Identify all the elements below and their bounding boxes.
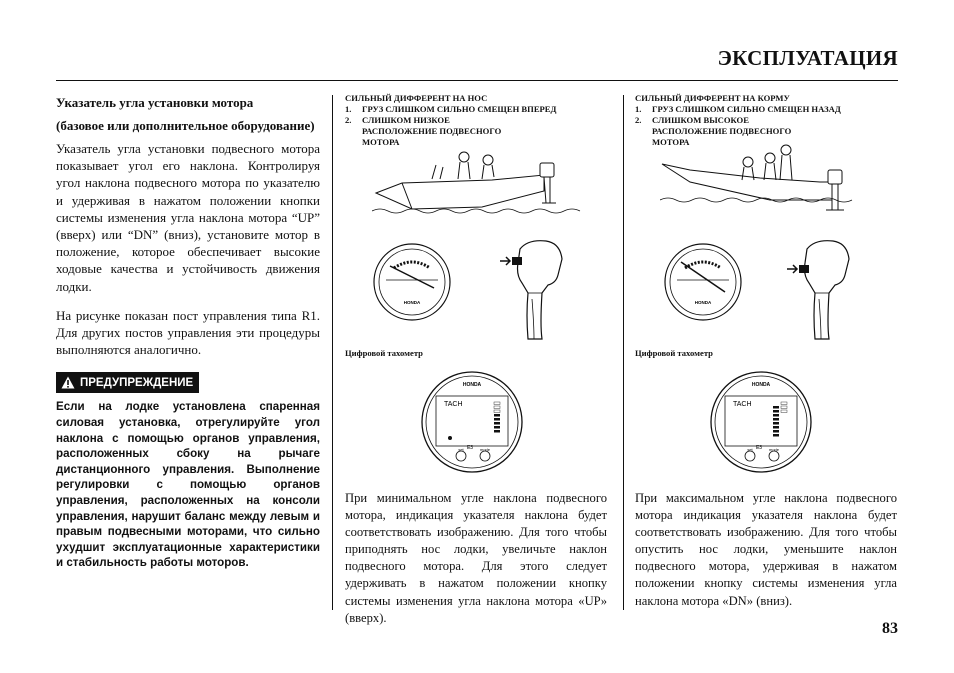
- svg-text:set: set: [747, 447, 753, 452]
- svg-text:mode: mode: [479, 447, 491, 452]
- left-column: [56, 92, 320, 571]
- figure-item: 2. СЛИШКОМ ВЫСОКОЕ РАСПОЛОЖЕНИЕ ПОДВЕСНОГО МОТОРА: [635, 115, 792, 147]
- figure-title: СИЛЬНЫЙ ДИФФЕРЕНТ НА НОС: [345, 93, 488, 103]
- digital-tachometer-2: [709, 370, 814, 475]
- bow-up-text: При максимальном угле наклона подвесного мотора индикация указателя наклона будет соответствовать изображению. Для того чтобы опустить нос лодки, уменьшите наклон подвесного мотора, удерживая в нажатом положении кнопку системы изменения угла наклона мотора «DN» (вниз).: [635, 491, 897, 608]
- bow-down-text: При минимальном угле наклона подвесного мотора, индикация указателя наклона будет соответствовать изображению. Для того чтобы приподнять нос лодки, увеличьте наклон подвесного мотора. Для этого следует удерживать в нажатом положении кнопку системы изменения угла наклона мотора «UP» (вверх).: [345, 491, 607, 625]
- figure-title: СИЛЬНЫЙ ДИФФЕРЕНТ НА КОРМУ: [635, 93, 790, 103]
- tach-readout: E3: [755, 445, 763, 451]
- tach-readout: E3: [466, 445, 474, 451]
- figure-caption: Цифровой тахометр: [635, 348, 713, 358]
- column-divider: [623, 95, 624, 610]
- gauge-brand: HONDA: [694, 300, 712, 305]
- warning-badge: [56, 372, 199, 393]
- page-header: [56, 46, 898, 76]
- header-rule: [56, 80, 898, 81]
- warning-text: Если на лодке установлена спаренная силовая установка, отрегулируйте угол наклона с помощью органов управления, расположенных сбоку на рычаге дистанционного управления. Выполнение регулировки с помощью органов управления, расположенных на консоли управления, нарушит баланс между левым и правым подвесными моторами, что сильно ухудшит эксплуатационные характеристики и стабильность работы моторов.: [56, 400, 320, 570]
- column-divider: [332, 95, 333, 610]
- trim-gauge-bow-up: [663, 242, 743, 322]
- boat-bow-down-illustration: [372, 145, 582, 230]
- set-button: [456, 451, 466, 461]
- warning-label: ПРЕДУПРЕЖДЕНИЕ: [80, 376, 194, 389]
- paragraph: На рисунке показан пост управления типа R1. Для других постов управления эти процедуры выполняются аналогично.: [56, 307, 320, 358]
- arrow-right-icon: [787, 265, 797, 273]
- section-title: ЭКСПЛУАТАЦИЯ: [717, 46, 898, 70]
- figure-item: 1. ГРУЗ СЛИШКОМ СИЛЬНО СМЕЩЕН ВПЕРЕД: [345, 104, 557, 114]
- set-button: [745, 451, 755, 461]
- figure-bow-down: [345, 93, 607, 148]
- trim-switch-icon: [512, 257, 522, 265]
- figure-item: 2. СЛИШКОМ НИЗКОЕ РАСПОЛОЖЕНИЕ ПОДВЕСНОГО МОТОРА: [345, 115, 502, 147]
- svg-text:mode: mode: [768, 447, 780, 452]
- boat-bow-up-illustration: [660, 140, 860, 230]
- remote-control-lever-down: [785, 235, 875, 340]
- remote-control-lever-up: [498, 235, 588, 340]
- warning-icon: [61, 376, 75, 389]
- arrow-right-icon: [500, 257, 510, 265]
- tach-label: TACH: [733, 401, 752, 408]
- tach-brand: HONDA: [751, 382, 771, 388]
- figure-caption: Цифровой тахометр: [345, 348, 423, 358]
- tach-brand: HONDA: [462, 382, 482, 388]
- mode-button: [480, 451, 490, 461]
- trim-gauge-bow-down: [372, 242, 452, 322]
- section-subheading: (базовое или дополнительное оборудование): [56, 118, 315, 133]
- page-number: 83: [882, 620, 898, 637]
- tach-label: TACH: [444, 401, 463, 408]
- section-heading: Указатель угла установки мотора: [56, 95, 254, 110]
- trim-switch-icon: [799, 265, 809, 273]
- paragraph: Указатель угла установки подвесного мотора показывает угол его наклона. Контролируя угол наклона подвесного мотора по указателю и удерживая в нажатом положении кнопки системы изменения угла наклона мотора “UP” (вверх) или “DN” (вниз), установите мотор в положение, которое обеспечивает высокие ходовые качества и устойчивость движения лодки.: [56, 141, 320, 294]
- figure-item: 1. ГРУЗ СЛИШКОМ СИЛЬНО СМЕЩЕН НАЗАД: [635, 104, 841, 114]
- svg-text:set: set: [458, 447, 464, 452]
- digital-tachometer-1: [420, 370, 525, 475]
- mode-button: [769, 451, 779, 461]
- gauge-brand: HONDA: [403, 300, 421, 305]
